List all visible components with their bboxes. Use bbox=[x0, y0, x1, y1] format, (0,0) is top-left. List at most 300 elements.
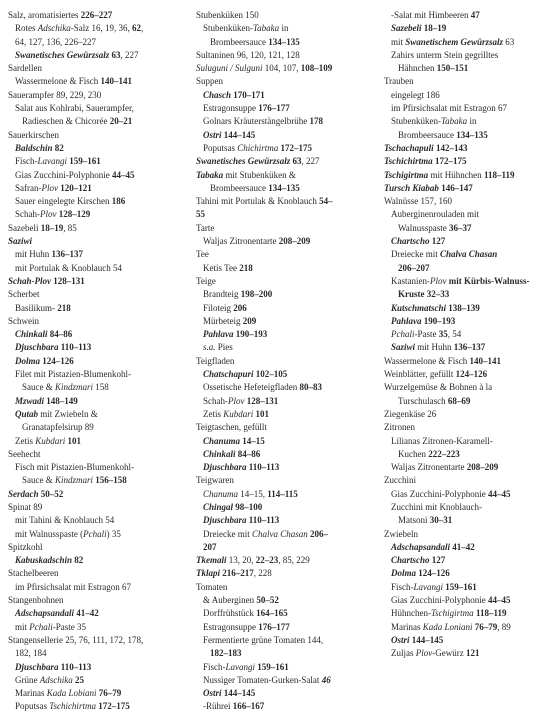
index-entry bbox=[384, 142, 544, 155]
entry-text: Tursch Kiabab bbox=[384, 182, 442, 193]
entry-text: Kuchen bbox=[398, 448, 429, 459]
page-reference: 159–161 bbox=[445, 581, 477, 592]
entry-text: Chartscho bbox=[391, 555, 432, 566]
entry-text: Walnusspaste bbox=[398, 222, 450, 233]
entry-text: Ostri bbox=[203, 688, 224, 699]
index-column-1 bbox=[8, 9, 182, 714]
entry-text: Estragonsuppe bbox=[203, 621, 259, 632]
entry-text: Baldschin bbox=[15, 142, 55, 153]
page-reference: 206– bbox=[310, 528, 328, 539]
entry-text: Plov bbox=[429, 275, 447, 286]
index-column-3 bbox=[384, 9, 544, 661]
entry-text: Chichirtma bbox=[237, 142, 281, 153]
index-entry bbox=[196, 62, 368, 75]
index-subentry bbox=[8, 36, 182, 49]
entry-text: 46 bbox=[321, 674, 331, 685]
page-reference: 44–45 bbox=[111, 169, 135, 180]
entry-text: Sauce & bbox=[22, 475, 55, 486]
index-subentry bbox=[8, 461, 182, 474]
page-reference: 30–31 bbox=[429, 515, 453, 526]
entry-text: Brandteig bbox=[203, 289, 241, 300]
entry-text: Rotes bbox=[15, 23, 38, 34]
index-subentry bbox=[384, 22, 544, 35]
page-reference: 134–135 bbox=[456, 129, 488, 140]
page-reference: 198–200 bbox=[240, 289, 273, 300]
entry-text: Sultaninen 96, 120, 121, 128 bbox=[196, 49, 300, 60]
entry-text: Filoteig bbox=[203, 302, 234, 313]
entry-text: Ziegenkäse 26 bbox=[384, 408, 437, 419]
page-reference: 36–37 bbox=[449, 222, 472, 233]
entry-text: Dreiecke mit bbox=[391, 249, 440, 260]
index-entry bbox=[8, 594, 182, 607]
entry-text: Pchali bbox=[391, 329, 415, 340]
entry-text: Golnars Kräuterstängelbrühe bbox=[203, 116, 310, 127]
entry-text: Kindzmari bbox=[55, 382, 94, 393]
index-subentry bbox=[384, 222, 544, 235]
page-reference: 50–52 bbox=[40, 488, 64, 499]
index-entry bbox=[196, 75, 368, 88]
page-reference: 128–131 bbox=[53, 275, 85, 286]
index-subentry bbox=[8, 647, 182, 660]
index-entry bbox=[196, 195, 368, 208]
index-subentry bbox=[196, 621, 368, 634]
entry-text: Fisch mit Pistazien-Blumenkohl- bbox=[15, 462, 134, 473]
entry-text: Tee bbox=[196, 249, 209, 260]
entry-text: -Paste 35 bbox=[52, 621, 87, 632]
entry-text: Ostri bbox=[391, 634, 412, 645]
index-entry bbox=[196, 474, 368, 487]
index-entry bbox=[196, 208, 368, 221]
index-entry bbox=[196, 169, 368, 182]
entry-text: Serdach bbox=[8, 488, 41, 499]
entry-text: Suluguni / Sulguni bbox=[196, 63, 263, 74]
entry-text: Schah- bbox=[15, 209, 40, 220]
entry-text: Dolma bbox=[391, 568, 419, 579]
index-subentry bbox=[8, 155, 182, 168]
page-reference: 209 bbox=[242, 315, 257, 326]
index-subentry bbox=[196, 514, 368, 527]
index-subentry bbox=[384, 36, 544, 49]
entry-text: Tschigirtma bbox=[431, 608, 476, 619]
page-reference: Kruste 32–33 bbox=[398, 289, 450, 300]
page-reference: 50–52 bbox=[256, 595, 279, 606]
entry-text: 104, 107, bbox=[262, 63, 301, 74]
entry-text: Pahlava bbox=[391, 315, 424, 326]
entry-text: Lavangi bbox=[225, 661, 258, 672]
entry-text: Kutschmatschi bbox=[391, 302, 449, 313]
page-reference: 124–126 bbox=[42, 355, 74, 366]
page-reference: 176–177 bbox=[258, 103, 290, 114]
entry-text: mit bbox=[391, 36, 406, 47]
index-entry bbox=[8, 275, 182, 288]
page-reference: 128–129 bbox=[58, 209, 91, 220]
entry-text: Dreiecke mit bbox=[203, 528, 252, 539]
index-subentry bbox=[384, 129, 544, 142]
index-subentry bbox=[384, 448, 544, 461]
index-entry bbox=[384, 408, 544, 421]
entry-text: Chalva Chasan bbox=[439, 249, 498, 260]
page-reference: 172–175 bbox=[98, 701, 130, 712]
index-entry bbox=[384, 75, 544, 88]
entry-text: Spinat 89 bbox=[8, 501, 43, 512]
entry-text: Marinas bbox=[15, 688, 47, 699]
index-subentry bbox=[384, 594, 544, 607]
entry-text: Lavangi bbox=[37, 156, 70, 167]
page-reference: 22–23 bbox=[255, 555, 279, 566]
page-reference: mit Kürbis-Walnuss- bbox=[446, 275, 530, 286]
entry-text: Lilianas Zitronen-Karamell- bbox=[391, 435, 493, 446]
entry-text: Zucchini mit Knoblauch- bbox=[391, 501, 482, 512]
entry-text: Stangenbohnen bbox=[8, 595, 64, 606]
index-entry bbox=[384, 368, 544, 381]
entry-text: Poputsas bbox=[15, 701, 50, 712]
page-reference: 63 bbox=[111, 49, 121, 60]
entry-text: s.a. bbox=[203, 342, 216, 353]
entry-text: mit Huhn bbox=[415, 342, 454, 353]
index-subentry bbox=[196, 89, 368, 102]
entry-text: Schah-Plov bbox=[8, 275, 54, 286]
page-reference: 186 bbox=[111, 196, 126, 207]
entry-text: Zetis bbox=[203, 408, 224, 419]
index-entry bbox=[8, 501, 182, 514]
page-reference: 216–217 bbox=[222, 568, 254, 579]
index-subentry bbox=[196, 36, 368, 49]
page-reference: 138–139 bbox=[448, 302, 480, 313]
page-reference: 166–167 bbox=[232, 701, 265, 712]
entry-text: Schah- bbox=[203, 395, 228, 406]
page-reference: 110–113 bbox=[60, 661, 92, 672]
entry-text: mit Zwiebeln & bbox=[38, 408, 98, 419]
entry-text: Tarte bbox=[196, 222, 215, 233]
index-subentry bbox=[384, 501, 544, 514]
index-subentry bbox=[196, 315, 368, 328]
page-reference: 172–175 bbox=[280, 142, 313, 153]
page-reference: 206–207 bbox=[398, 262, 430, 273]
index-subentry bbox=[196, 661, 368, 674]
page-reference: 124–126 bbox=[418, 568, 450, 579]
index-subentry bbox=[8, 395, 182, 408]
page-reference: 63 bbox=[292, 156, 302, 167]
index-subentry bbox=[8, 381, 182, 394]
index-subentry bbox=[384, 262, 544, 275]
index-subentry bbox=[384, 102, 544, 115]
index-subentry bbox=[196, 328, 368, 341]
page-reference: 159–161 bbox=[257, 661, 289, 672]
page-reference: 176–177 bbox=[258, 621, 290, 632]
page-reference: 134–135 bbox=[268, 36, 300, 47]
index-entry bbox=[196, 9, 368, 22]
index-subentry bbox=[384, 89, 544, 102]
entry-text: Auberginenrouladen mit bbox=[391, 209, 480, 220]
index-subentry bbox=[196, 288, 368, 301]
entry-text: Kubdari bbox=[223, 408, 256, 419]
entry-text: mit Walnusspaste ( bbox=[15, 528, 84, 539]
page-reference: 226–227 bbox=[80, 10, 113, 20]
index-subentry bbox=[196, 22, 368, 35]
index-entry bbox=[196, 248, 368, 261]
index-entry bbox=[384, 421, 544, 434]
index-subentry bbox=[196, 674, 368, 687]
index-entry bbox=[8, 62, 182, 75]
entry-text: Tabaka bbox=[196, 169, 224, 180]
page-reference: 218 bbox=[239, 262, 253, 273]
index-entry bbox=[384, 474, 544, 487]
entry-text: Pchali bbox=[29, 621, 53, 632]
page-reference: 208–209 bbox=[466, 462, 499, 473]
entry-text: Marinas bbox=[391, 621, 423, 632]
index-subentry bbox=[196, 129, 368, 142]
entry-text: , 227 bbox=[120, 49, 139, 60]
entry-text: Tabaka bbox=[253, 23, 280, 34]
entry-text: Filet mit Pistazien-Blumenkohl- bbox=[15, 369, 131, 380]
page-reference: 25 bbox=[75, 674, 84, 685]
page-reference: 127 bbox=[431, 555, 446, 566]
entry-text: Zuljas bbox=[391, 648, 416, 659]
entry-text: eingelegt 186 bbox=[391, 89, 440, 100]
entry-text: Fermentierte grüne Tomaten 144, bbox=[203, 634, 324, 645]
index-subentry bbox=[8, 115, 182, 128]
entry-text: Adschika bbox=[39, 674, 75, 685]
index-subentry bbox=[8, 169, 182, 182]
page-reference: 146–147 bbox=[441, 182, 473, 193]
index-entry bbox=[196, 275, 368, 288]
page-reference: 110–113 bbox=[248, 462, 280, 473]
index-subentry bbox=[8, 368, 182, 381]
page-reference: 14–15 bbox=[242, 435, 265, 446]
entry-text: Kindzmari bbox=[55, 475, 96, 486]
entry-text: Trauben bbox=[384, 76, 414, 87]
index-subentry bbox=[384, 341, 544, 354]
entry-text: Salat aus Kohlrabi, Sauerampfer, bbox=[15, 103, 134, 114]
index-subentry bbox=[384, 62, 544, 75]
entry-text: Stangensellerie 25, 76, 111, 172, 178, bbox=[8, 634, 144, 645]
entry-text: Grüne bbox=[15, 674, 40, 685]
page-reference: 84–86 bbox=[237, 448, 261, 459]
index-entry bbox=[196, 421, 368, 434]
entry-text: Brombeersauce bbox=[210, 36, 269, 47]
entry-text: Turschulasch bbox=[398, 395, 448, 406]
page-reference: 136–137 bbox=[51, 249, 84, 260]
index-subentry bbox=[384, 275, 544, 288]
index-entry bbox=[196, 222, 368, 235]
entry-text: Fisch- bbox=[15, 156, 38, 167]
index-subentry bbox=[384, 302, 544, 315]
page-reference: 170–171 bbox=[233, 89, 265, 100]
entry-text: Mzwadi bbox=[15, 395, 47, 406]
index-subentry bbox=[196, 528, 368, 541]
page-reference: 108–109 bbox=[300, 63, 333, 74]
index-subentry bbox=[8, 674, 182, 687]
page-reference: 208–209 bbox=[278, 236, 311, 247]
entry-text: Zetis bbox=[15, 435, 36, 446]
entry-text: Chingal bbox=[203, 501, 236, 512]
index-subentry bbox=[196, 395, 368, 408]
index-entry bbox=[8, 89, 182, 102]
page-reference: 114–115 bbox=[267, 488, 298, 499]
page-reference: 68–69 bbox=[447, 395, 471, 406]
entry-text: Kabuskadschin bbox=[15, 555, 75, 566]
entry-text: Sauerampfer 89, 229, 230 bbox=[8, 89, 102, 100]
entry-text: Ketis Tee bbox=[203, 262, 240, 273]
entry-text: Plov bbox=[415, 648, 433, 659]
entry-text: mit Huhn bbox=[15, 249, 52, 260]
index-subentry bbox=[8, 607, 182, 620]
index-subentry bbox=[8, 514, 182, 527]
entry-text: Brombeersauce bbox=[210, 182, 269, 193]
entry-text: Tklapi bbox=[196, 568, 223, 579]
page-reference: 182–183 bbox=[210, 648, 242, 659]
index-subentry bbox=[8, 408, 182, 421]
entry-text: in bbox=[279, 23, 289, 34]
entry-text: Plov bbox=[41, 182, 61, 193]
index-subentry bbox=[196, 341, 368, 354]
index-subentry bbox=[196, 634, 368, 647]
entry-text: Djuschbara bbox=[15, 342, 61, 353]
entry-text: -Salat mit Himbeeren bbox=[391, 10, 471, 20]
page-reference: 164–165 bbox=[256, 608, 288, 619]
page-reference: 159–161 bbox=[69, 156, 101, 167]
page-reference: 206 bbox=[233, 302, 247, 313]
index-subentry bbox=[8, 474, 182, 487]
page-reference: 110–113 bbox=[248, 515, 280, 526]
index-subentry bbox=[384, 567, 544, 580]
page-reference: 80–83 bbox=[299, 382, 322, 393]
entry-text: -Gewürz bbox=[432, 648, 466, 659]
index-subentry bbox=[384, 541, 544, 554]
page-reference: 218 bbox=[57, 302, 71, 313]
entry-text: Plov bbox=[40, 209, 59, 220]
index-subentry bbox=[196, 541, 368, 554]
entry-text: Qutab bbox=[15, 408, 39, 419]
entry-text: Ostri bbox=[203, 129, 224, 140]
entry-text: Teigwaren bbox=[196, 475, 234, 486]
page-reference: 118–119 bbox=[483, 169, 515, 180]
index-subentry bbox=[196, 594, 368, 607]
page-reference: 178 bbox=[309, 116, 323, 127]
index-subentry bbox=[8, 75, 182, 88]
index-entry bbox=[196, 554, 368, 567]
index-subentry bbox=[8, 421, 182, 434]
entry-text: Zucchini bbox=[384, 475, 416, 486]
page-reference: 110–113 bbox=[60, 342, 92, 353]
index-subentry bbox=[196, 102, 368, 115]
entry-text: mit bbox=[15, 621, 30, 632]
entry-text: Kubdari bbox=[35, 435, 68, 446]
index-subentry bbox=[384, 514, 544, 527]
index-subentry bbox=[196, 501, 368, 514]
page-reference: 82 bbox=[54, 142, 64, 153]
page-reference: 41–42 bbox=[452, 541, 475, 552]
entry-text: Tschachapuli bbox=[384, 142, 436, 153]
entry-text: Hähnchen bbox=[398, 63, 437, 74]
entry-text: Tschichirtma bbox=[384, 156, 435, 167]
page-reference: 156–158 bbox=[95, 475, 127, 486]
entry-text: ) 35 bbox=[106, 528, 121, 539]
entry-text: Teigfladen bbox=[196, 355, 235, 366]
entry-text: mit Tahini & Knoblauch 54 bbox=[15, 515, 115, 526]
page-reference: 134–135 bbox=[268, 182, 300, 193]
entry-text: Waljas Zitronentarte bbox=[391, 462, 467, 473]
index-subentry bbox=[196, 435, 368, 448]
page-reference: 20–21 bbox=[109, 116, 133, 127]
entry-text: Walnüsse 157, 160 bbox=[384, 196, 453, 207]
entry-text: Tschichirtma bbox=[49, 701, 99, 712]
index-entry bbox=[8, 315, 182, 328]
index-entry bbox=[196, 581, 368, 594]
entry-text: Poputsas bbox=[203, 142, 238, 153]
entry-text: , bbox=[141, 23, 144, 34]
page-reference: 47 bbox=[470, 10, 480, 20]
entry-text: Salz, aromatisiertes bbox=[8, 10, 81, 20]
page-reference: 76–79 bbox=[474, 621, 498, 632]
page-reference: 55 bbox=[196, 209, 205, 220]
index-subentry bbox=[8, 102, 182, 115]
index-subentry bbox=[8, 302, 182, 315]
index-entry bbox=[8, 9, 182, 22]
entry-text: Wurzelgemüse & Bohnen à la bbox=[384, 382, 493, 393]
entry-text: Brombeersauce bbox=[398, 129, 457, 140]
entry-text: Teige bbox=[196, 275, 216, 286]
page-reference: 124–126 bbox=[455, 369, 488, 380]
index-subentry bbox=[8, 182, 182, 195]
entry-text: im Pfirsichsalat mit Estragon 67 bbox=[15, 581, 131, 592]
index-entry bbox=[8, 288, 182, 301]
page-reference: 144–145 bbox=[223, 688, 256, 699]
entry-text: Estragonsuppe bbox=[203, 103, 259, 114]
index-subentry bbox=[384, 9, 544, 22]
entry-text: 13, 20, bbox=[226, 555, 256, 566]
entry-text: Sazebeli bbox=[8, 222, 41, 233]
index-entry bbox=[384, 155, 544, 168]
entry-text: Tkemali bbox=[196, 555, 227, 566]
index-entry bbox=[196, 49, 368, 62]
entry-text: Schwein bbox=[8, 315, 39, 326]
entry-text: Dolma bbox=[15, 355, 43, 366]
entry-text: 158 bbox=[93, 382, 109, 393]
page-reference: 140–141 bbox=[469, 355, 502, 366]
page-reference: 102–105 bbox=[255, 369, 288, 380]
index-subentry bbox=[384, 488, 544, 501]
page-reference: 98–100 bbox=[235, 501, 263, 512]
index-entry bbox=[8, 222, 182, 235]
entry-text: Fisch- bbox=[203, 661, 226, 672]
index-subentry bbox=[8, 435, 182, 448]
index-subentry bbox=[384, 235, 544, 248]
entry-text: Swanetisches Gewürzsalz bbox=[15, 49, 112, 60]
entry-text: Pies bbox=[215, 342, 233, 353]
index-subentry bbox=[384, 115, 544, 128]
page-reference: 76–79 bbox=[98, 688, 122, 699]
index-subentry bbox=[384, 395, 544, 408]
index-entry bbox=[8, 634, 182, 647]
index-subentry bbox=[196, 142, 368, 155]
entry-text: Basilikum- bbox=[15, 302, 58, 313]
entry-text: , 89 bbox=[497, 621, 511, 632]
entry-text: Stubenküken- bbox=[203, 23, 253, 34]
entry-text: Chanuma bbox=[203, 435, 243, 446]
index-subentry bbox=[196, 381, 368, 394]
index-subentry bbox=[384, 621, 544, 634]
page-reference: 121 bbox=[465, 648, 480, 659]
page-reference: 190–193 bbox=[423, 315, 456, 326]
index-subentry bbox=[196, 448, 368, 461]
entry-text: Sardellen bbox=[8, 63, 42, 74]
entry-text: Radieschen & Chicorée bbox=[22, 116, 110, 127]
page-reference: 54– bbox=[319, 196, 333, 207]
entry-text: Seehecht bbox=[8, 448, 41, 459]
entry-text: Wassermelone & Fisch bbox=[384, 355, 470, 366]
index-subentry bbox=[8, 528, 182, 541]
